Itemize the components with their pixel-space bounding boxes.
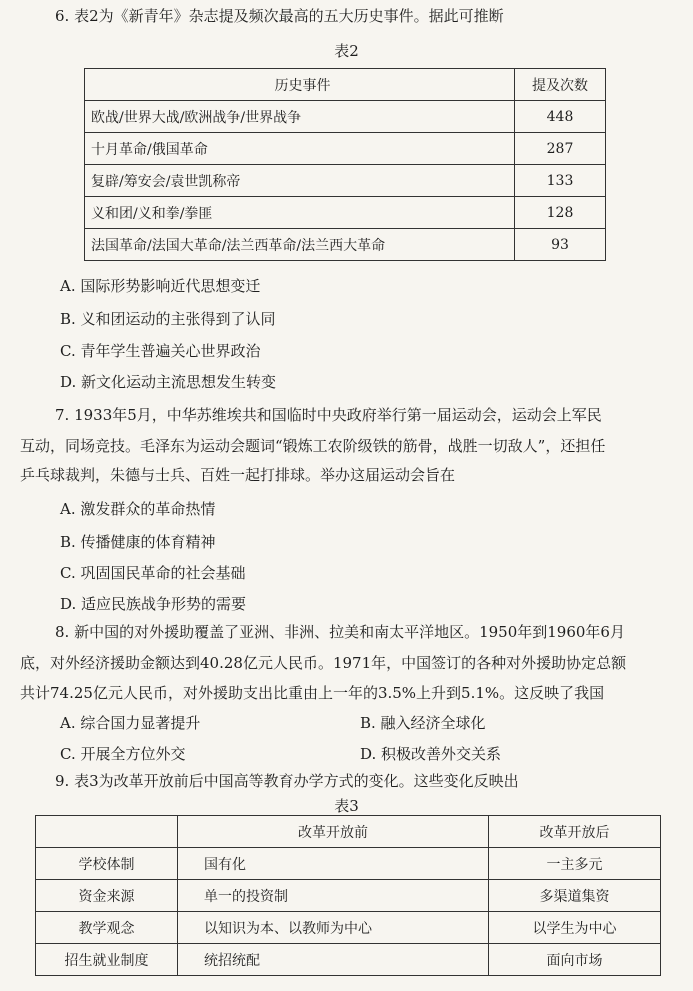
table-row: [36, 944, 661, 976]
table-cell: 多渠道集资: [489, 880, 661, 912]
table-row: [85, 229, 606, 261]
table3: [35, 815, 661, 976]
table-cell: 十月革命/俄国革命: [85, 133, 515, 165]
table-cell: 义和团/义和拳/拳匪: [85, 197, 515, 229]
table-cell: 133: [515, 165, 606, 197]
table-cell: 法国革命/法国大革命/法兰西革命/法兰西大革命: [85, 229, 515, 261]
table-cell: 一主多元: [489, 848, 661, 880]
table2: [84, 68, 606, 261]
table-row: [85, 165, 606, 197]
q8-stem-line: 8. 新中国的对外援助覆盖了亚洲、非洲、拉美和南太平洋地区。1950年到1960年6月: [55, 623, 625, 641]
table-cell: 教学观念: [36, 912, 178, 944]
table-header-row: [36, 816, 661, 848]
table-cell: 国有化: [178, 848, 489, 880]
table-cell: 287: [515, 133, 606, 165]
q8-option-a: A. 综合国力显著提升: [60, 714, 201, 732]
table-cell: 招生就业制度: [36, 944, 178, 976]
table-header-cell: 改革开放前: [178, 816, 489, 848]
q9-stem: 9. 表3为改革开放前后中国高等教育办学方式的变化。这些变化反映出: [55, 772, 519, 790]
table-row: [85, 133, 606, 165]
q8-option-c: C. 开展全方位外交: [60, 745, 186, 763]
q6-option-c: C. 青年学生普遍关心世界政治: [60, 342, 261, 360]
table-row: [36, 912, 661, 944]
q8-stem-line: 共计74.25亿元人民币，对外援助支出比重由上一年的3.5%上升到5.1%。这反映了我国: [20, 684, 605, 702]
table-cell: 128: [515, 197, 606, 229]
q8-option-d: D. 积极改善外交关系: [360, 745, 502, 763]
table-cell: 欧战/世界大战/欧洲战争/世界战争: [85, 101, 515, 133]
q7-option-b: B. 传播健康的体育精神: [60, 533, 216, 551]
q6-option-a: A. 国际形势影响近代思想变迁: [60, 277, 261, 295]
table-row: [85, 101, 606, 133]
q6-option-b: B. 义和团运动的主张得到了认同: [60, 310, 276, 328]
table-cell: 单一的投资制: [178, 880, 489, 912]
table-row: [36, 880, 661, 912]
q6-stem: 6. 表2为《新青年》杂志提及频次最高的五大历史事件。据此可推断: [55, 7, 504, 25]
table-cell: 以知识为本、以教师为中心: [178, 912, 489, 944]
table-header-cell: 改革开放后: [489, 816, 661, 848]
q6-option-d: D. 新文化运动主流思想发生转变: [60, 373, 277, 391]
q7-stem-line: 乒乓球裁判，朱德与士兵、百姓一起打排球。举办这届运动会旨在: [20, 466, 456, 484]
table-row: [36, 848, 661, 880]
q7-option-d: D. 适应民族战争形势的需要: [60, 595, 247, 613]
table-cell: 面向市场: [489, 944, 661, 976]
table2-caption: 表2: [334, 42, 359, 60]
table-cell: 复辟/筹安会/袁世凯称帝: [85, 165, 515, 197]
table3-caption: 表3: [334, 797, 359, 815]
table-header-row: [85, 69, 606, 101]
q7-stem-line: 7. 1933年5月，中华苏维埃共和国临时中央政府举行第一届运动会，运动会上军民: [55, 406, 602, 424]
table-cell: 93: [515, 229, 606, 261]
q7-stem-line: 互动，同场竞技。毛泽东为运动会题词“锻炼工农阶级铁的筋骨，战胜一切敌人”，还担任: [20, 437, 606, 455]
table-cell: 资金来源: [36, 880, 178, 912]
table-cell: 以学生为中心: [489, 912, 661, 944]
table-header-cell: 历史事件: [85, 69, 515, 101]
table-header-cell: 提及次数: [515, 69, 606, 101]
q8-option-b: B. 融入经济全球化: [360, 714, 486, 732]
q7-option-a: A. 激发群众的革命热情: [60, 500, 216, 518]
table-cell: 学校体制: [36, 848, 178, 880]
q7-option-c: C. 巩固国民革命的社会基础: [60, 564, 246, 582]
table-cell: 统招统配: [178, 944, 489, 976]
table-row: [85, 197, 606, 229]
q8-stem-line: 底，对外经济援助金额达到40.28亿元人民币。1971年，中国签订的各种对外援助协定总额: [20, 654, 627, 672]
table-header-cell: [36, 816, 178, 848]
table-cell: 448: [515, 101, 606, 133]
